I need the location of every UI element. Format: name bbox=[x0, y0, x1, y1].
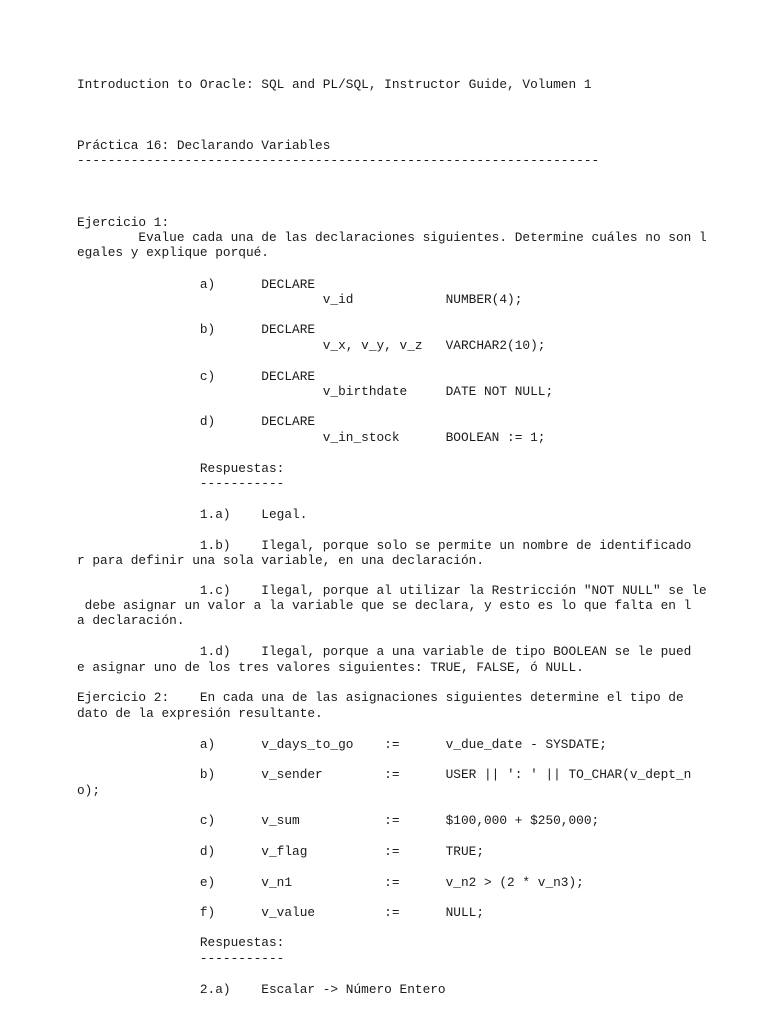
declare-item: v_x, v_y, v_z VARCHAR2(10); bbox=[77, 338, 546, 353]
exercise-2-text: dato de la expresión resultante. bbox=[77, 706, 323, 721]
declare-item: a) DECLARE bbox=[77, 277, 316, 292]
answer-item: 1.d) Ilegal, porque a una variable de tipo BOOLEAN se le pued bbox=[77, 644, 692, 659]
assignment-item: b) v_sender := USER || ': ' || TO_CHAR(v_dept_n bbox=[77, 767, 692, 782]
assignment-item: d) v_flag := TRUE; bbox=[77, 844, 485, 859]
answer-item: 1.b) Ilegal, porque solo se permite un nombre de identificado bbox=[77, 538, 692, 553]
answer-item: debe asignar un valor a la variable que se declara, y esto es lo que falta en l bbox=[77, 598, 692, 613]
doc-header-line: Introduction to Oracle: SQL and PL/SQL, Instructor Guide, Volumen 1 bbox=[77, 77, 592, 92]
exercise-1-text: egales y explique porqué. bbox=[77, 245, 269, 260]
assignment-item: o); bbox=[77, 783, 101, 798]
declare-item: c) DECLARE bbox=[77, 369, 316, 384]
answer-item: a declaración. bbox=[77, 613, 185, 628]
answer-item: 1.c) Ilegal, porque al utilizar la Restricción "NOT NULL" se le bbox=[77, 583, 707, 598]
answer-item: 2.a) Escalar -> Número Entero bbox=[77, 982, 446, 997]
assignment-item: a) v_days_to_go := v_due_date - SYSDATE; bbox=[77, 737, 607, 752]
assignment-item: c) v_sum := $100,000 + $250,000; bbox=[77, 813, 600, 828]
answer-item: e asignar uno de los tres valores siguientes: TRUE, FALSE, ó NULL. bbox=[77, 660, 584, 675]
declare-item: v_birthdate DATE NOT NULL; bbox=[77, 384, 554, 399]
answers-underline: ----------- bbox=[77, 951, 285, 966]
declare-item: b) DECLARE bbox=[77, 322, 316, 337]
declare-item: v_in_stock BOOLEAN := 1; bbox=[77, 430, 546, 445]
exercise-1-heading: Ejercicio 1: bbox=[77, 215, 170, 230]
declare-item: d) DECLARE bbox=[77, 414, 316, 429]
practice-title: Práctica 16: Declarando Variables bbox=[77, 138, 331, 153]
declare-item: v_id NUMBER(4); bbox=[77, 292, 523, 307]
assignment-item: f) v_value := NULL; bbox=[77, 905, 485, 920]
answer-item: 1.a) Legal. bbox=[77, 507, 308, 522]
answer-item: r para definir una sola variable, en una declaración. bbox=[77, 553, 485, 568]
exercise-2-heading: Ejercicio 2: En cada una de las asignaciones siguientes determine el tipo de bbox=[77, 690, 684, 705]
assignment-item: e) v_n1 := v_n2 > (2 * v_n3); bbox=[77, 875, 584, 890]
answers-heading: Respuestas: bbox=[77, 935, 285, 950]
exercise-1-text: Evalue cada una de las declaraciones siguientes. Determine cuáles no son l bbox=[77, 230, 707, 245]
answers-heading: Respuestas: bbox=[77, 461, 285, 476]
title-underline: -------------------------------------------------------------------- bbox=[77, 153, 600, 168]
answers-underline: ----------- bbox=[77, 476, 285, 491]
